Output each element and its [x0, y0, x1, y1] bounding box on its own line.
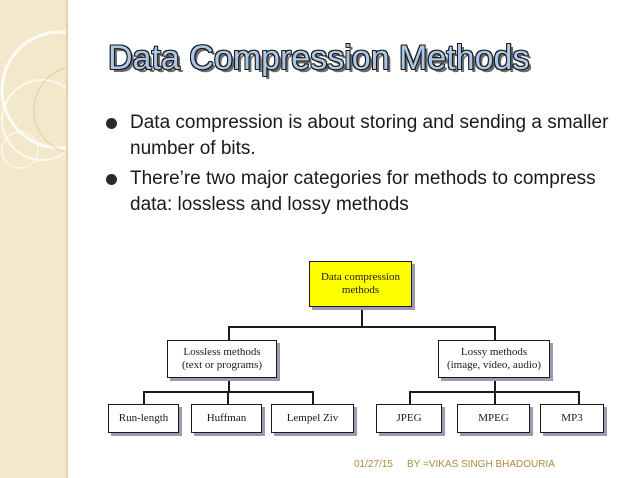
- jpeg-node: JPEG: [376, 404, 442, 433]
- connector-line: [228, 326, 495, 328]
- connector-line: [409, 391, 411, 404]
- connector-line: [494, 378, 496, 392]
- footer-date: 01/27/15: [354, 459, 393, 470]
- connector-line: [494, 326, 496, 340]
- footer-author: BY =VIKAS SINGH BHADOURIA: [407, 459, 555, 470]
- connector-line: [143, 391, 145, 404]
- run-length-node: Run-length: [108, 404, 179, 433]
- mp3-node: MP3: [540, 404, 604, 433]
- connector-line: [494, 391, 496, 404]
- connector-line: [578, 391, 580, 404]
- connector-line: [312, 391, 314, 404]
- lossy-node: Lossy methods (image, video, audio): [438, 340, 550, 378]
- huffman-node: Huffman: [191, 404, 262, 433]
- lempel-ziv-node: Lempel Ziv: [271, 404, 354, 433]
- mpeg-node: MPEG: [457, 404, 530, 433]
- connector-line: [227, 391, 229, 404]
- bullet-text: There’re two major categories for methods to compress data: lossless and lossy methods: [130, 168, 596, 215]
- connector-line: [228, 378, 230, 392]
- connector-line: [228, 326, 230, 340]
- slide-title: Data Compression Methods: [108, 39, 530, 77]
- root-node: Data compression methods: [309, 261, 412, 307]
- lossless-node: Lossless methods (text or programs): [167, 340, 277, 378]
- connector-line: [361, 307, 363, 327]
- bullet-text: Data compression is about storing and sending a smaller number of bits.: [130, 112, 609, 159]
